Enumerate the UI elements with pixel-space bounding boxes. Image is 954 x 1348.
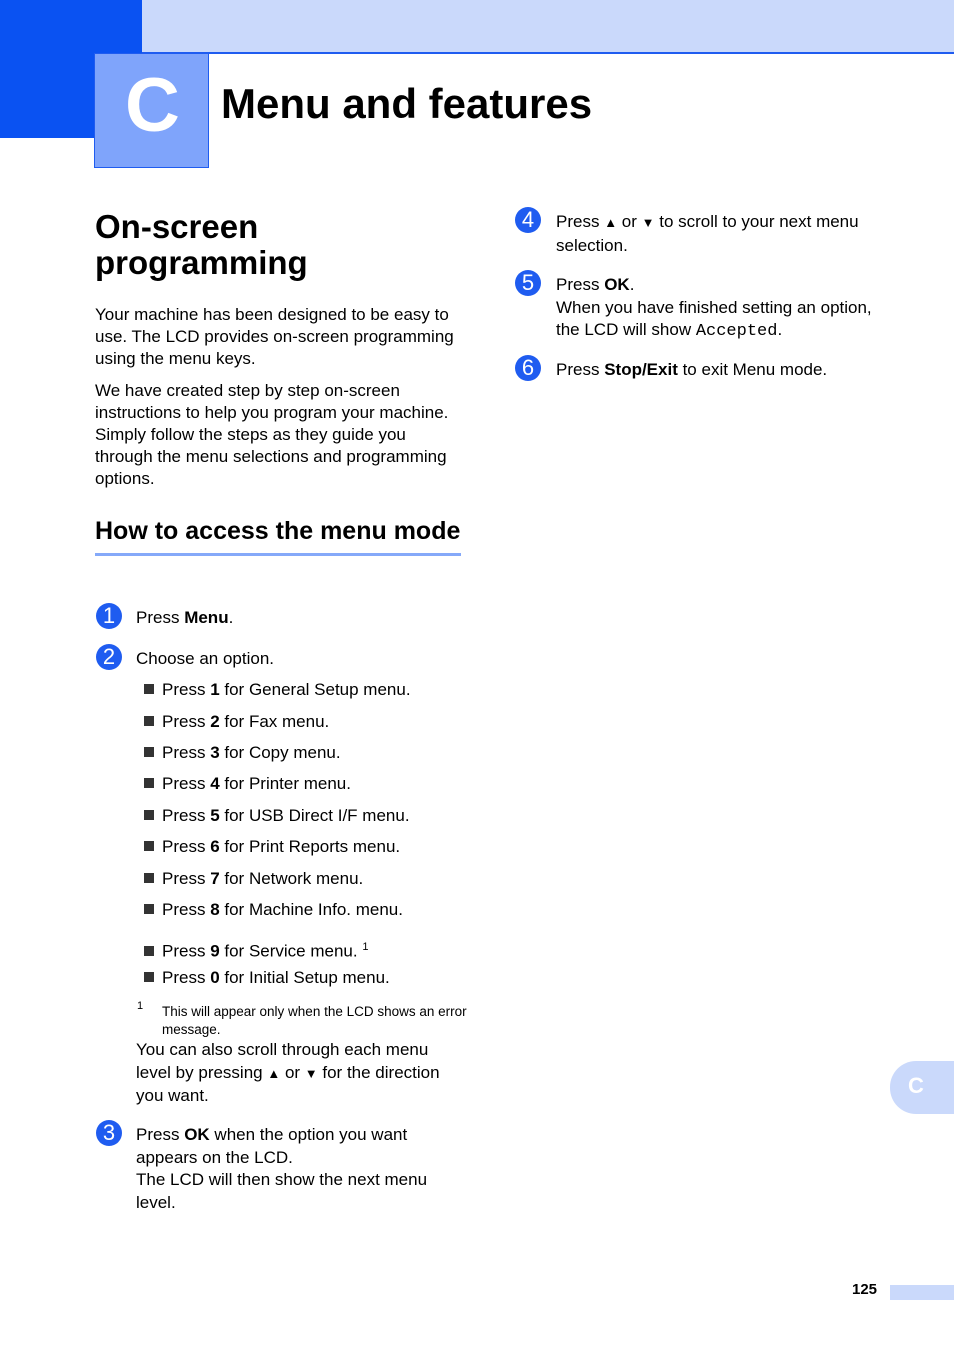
section-paragraph-1: Your machine has been designed to be easy to use. The LCD provides on-screen programming using the menu keys. — [95, 305, 454, 368]
list-item: Press 4 for Printer menu. — [144, 773, 351, 795]
footnote-text: This will appear only when the LCD shows an error message. — [162, 1004, 467, 1037]
step-3-text: Press OK when the option you want appears on the LCD. The LCD will then show the next menu level. — [136, 1125, 428, 1212]
page-number-bar — [890, 1285, 954, 1300]
footnote-mark: 1 — [137, 1000, 144, 1012]
step-5-badge: 5 — [515, 270, 541, 296]
section-title: On-screen programming — [95, 208, 308, 281]
subsection-title: How to access the menu mode — [95, 516, 461, 556]
down-arrow-icon: ▼ — [304, 1065, 318, 1081]
bullet-square-icon — [144, 972, 154, 982]
list-item: Press 5 for USB Direct I/F menu. — [144, 805, 410, 827]
step-1-badge: 1 — [96, 603, 122, 629]
bullet-square-icon — [144, 946, 154, 956]
header-band-light — [142, 0, 954, 54]
bullet-square-icon — [144, 904, 154, 914]
chapter-side-tab — [890, 1061, 954, 1114]
bullet-square-icon — [144, 684, 154, 694]
step-6-text: Press Stop/Exit to exit Menu mode. — [556, 360, 828, 379]
step-1-post: . — [228, 608, 234, 627]
up-arrow-icon: ▲ — [604, 215, 618, 230]
bullet-square-icon — [144, 873, 154, 883]
list-item: Press 2 for Fax menu. — [144, 711, 329, 733]
chapter-badge — [94, 53, 209, 168]
up-arrow-icon: ▲ — [267, 1065, 281, 1081]
side-tab-letter: C — [908, 1073, 924, 1098]
step-2-badge: 2 — [96, 644, 122, 670]
step-1-pre: Press — [136, 608, 185, 627]
list-item: Press 6 for Print Reports menu. — [144, 836, 400, 858]
bullet-square-icon — [144, 716, 154, 726]
list-item: Press 0 for Initial Setup menu. — [144, 967, 390, 989]
step-1-text — [136, 607, 466, 630]
list-item: Press 9 for Service menu. $^1$ — [144, 936, 368, 963]
down-arrow-icon: ▼ — [641, 215, 655, 230]
ok-key-label: OK — [184, 1125, 210, 1144]
scroll-note: You can also scroll through each menu level by pressing ▲ or ▼ for the direction you want. — [136, 1040, 440, 1105]
step-6-badge: 6 — [515, 355, 541, 381]
bullet-square-icon — [144, 810, 154, 820]
lcd-accepted-text: Accepted — [695, 322, 778, 341]
menu-key-label: Menu — [184, 608, 229, 627]
bullet-square-icon — [144, 778, 154, 788]
step-2-text: Choose an option. — [136, 649, 274, 668]
footnote-ref: 1 — [362, 941, 369, 953]
step-4-badge: 4 — [515, 207, 541, 233]
step-5-text: Press OK. When you have finished setting an option, the LCD will show Accepted. — [556, 275, 872, 341]
step-3-badge: 3 — [96, 1120, 122, 1146]
page-number: 125 — [852, 1281, 878, 1298]
step-4-text: Press ▲ or ▼ to scroll to your next menu selection. — [556, 212, 859, 255]
list-item: Press 8 for Machine Info. menu. — [144, 899, 403, 921]
chapter-title: Menu and features — [221, 80, 593, 127]
ok-key-label: OK — [604, 275, 630, 294]
section-paragraph-2: We have created step by step on-screen instructions to help you program your machine. Simply follow the steps as they guide you through the menu selections and programming options. — [95, 381, 449, 488]
chapter-letter: C — [125, 63, 180, 148]
list-item: Press 1 for General Setup menu. — [144, 679, 411, 701]
list-item: Press 7 for Network menu. — [144, 868, 363, 890]
bullet-square-icon — [144, 747, 154, 757]
bullet-square-icon — [144, 841, 154, 851]
list-item: Press 3 for Copy menu. — [144, 742, 341, 764]
stop-exit-key-label: Stop/Exit — [604, 360, 678, 379]
